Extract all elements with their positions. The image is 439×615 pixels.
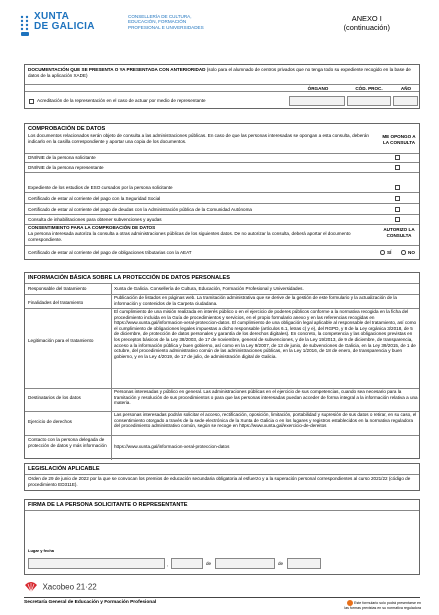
- anexo-heading: [344, 14, 390, 32]
- cod-proc-field[interactable]: [347, 96, 391, 106]
- anexo-subtitle: (continuación): [343, 23, 390, 32]
- oppose-checkbox[interactable]: [395, 217, 400, 222]
- consellaria-line: CONSELLERÍA DE CULTURA,: [128, 14, 192, 19]
- privacy-label: Responsable del tratamiento: [28, 286, 87, 291]
- consent-title: CONSENTIMIENTO PARA LA COMPROBACIÓN DE DATOS: [28, 225, 156, 230]
- xunta-logo: [18, 12, 118, 44]
- consent-item: Certificado de estar al corriente del pago de obligaciones tributarias con la AEAT: [28, 250, 192, 255]
- authorize-no-radio[interactable]: [401, 250, 406, 255]
- place-date-label: Lugar y fecha: [28, 548, 55, 553]
- consent-text: La persona interesada autoriza la consulta a otras administraciones públicas de los siguientes datos. De no autorizar la consulta, deberá aportar el documento correspondiente.: [28, 231, 351, 242]
- check-item: Certificado de estar al corriente del pago de deudas con la Administración pública de la Comunidad Autónoma: [28, 207, 252, 212]
- anexo-title: ANEXO I: [351, 14, 382, 23]
- organo-field[interactable]: [289, 96, 345, 106]
- representation-label: Acreditación de la representación en el caso de actuar por medio de representante: [37, 98, 206, 103]
- divider: [25, 172, 419, 173]
- check-item: DNI/NIE de la persona representante: [28, 165, 104, 170]
- oppose-checkbox[interactable]: [395, 155, 400, 160]
- footer-secretaria: Secretaría General de Educación y Formación Profesional: [24, 600, 157, 605]
- privacy-title: INFORMACIÓN BÁSICA SOBRE LA PROTECCIÓN DE DATOS PERSONALES: [28, 275, 231, 281]
- authorize-yes-radio[interactable]: [380, 250, 385, 255]
- documentation-note: (solo para el alumnado de centros privados que no tenga todo su expediente recogido en la base de datos de la aplicación XADE): [28, 67, 411, 78]
- divider: [25, 214, 419, 215]
- data-check-title: COMPROBACIÓN DE DATOS: [28, 126, 106, 132]
- column-divider: [111, 283, 112, 460]
- check-item: Certificado de estar al corriente del pago con la Seguridad Social: [28, 196, 161, 201]
- privacy-section: [24, 272, 420, 459]
- representation-checkbox[interactable]: [29, 99, 34, 104]
- documentation-header: [25, 65, 419, 83]
- oppose-checkbox[interactable]: [395, 185, 400, 190]
- legislation-text: Orden de 29 de junio de 2022 por la que se convocan los premios de educación secundaria obligatoria al esfuerzo y a la superación personal correspondientes al curso 2021/22 (código de procedimiento ED311E).: [28, 476, 411, 487]
- xacobeo-text: Xacobeo 21·22: [42, 582, 97, 592]
- privacy-text: Las personas interesadas podrán solicitar el acceso, rectificación, oposición, limitación, portabilidad y supresión de sus datos o retirar, en su caso, el consentimiento otorgado a través de la sede electrónica de la Xunta de Galicia o en los lugares y registros establecidos en la normativa reguladora del procedimiento administrativo común, según se recoge en https://www.xunta.gal/exercicio-de-dereitos: [114, 412, 417, 429]
- data-check-section: [24, 123, 420, 260]
- comma-separator: ,: [167, 562, 169, 567]
- xacobeo-shell-icon: [24, 581, 38, 593]
- divider: [25, 153, 419, 154]
- de-label: de: [206, 561, 212, 566]
- divider: [25, 283, 419, 284]
- documentation-row: [25, 93, 419, 109]
- yes-label: SÍ: [387, 250, 392, 255]
- oppose-header: ME OPONGO A LA CONSULTA: [382, 134, 416, 145]
- divider: [25, 203, 419, 204]
- oppose-checkbox[interactable]: [395, 207, 400, 212]
- consellaria-line: PROFESIONAL E UNIVERSIDADES: [128, 24, 204, 30]
- consellaria-name: [128, 14, 238, 30]
- signature-title: FIRMA DE LA PERSONA SOLICITANTE O REPRESENTANTE: [28, 502, 188, 508]
- privacy-label: Finalidades del tratamiento: [28, 300, 84, 305]
- xunta-emblem-icon: [18, 14, 32, 38]
- privacy-text: El cumplimiento de una misión realizada en interés público o en el ejercicio de poderes públicos conforme a la normativa recogida en la ficha del procedimiento incluida en la Guía de procedimientos y servicios, en el propio formulario anexo y en las referencias recogidas en https://www.xunta.gal/informacion-xeral-proteccion-datos. El cumplimiento de una obligación legal aplicable al responsable del tratamiento, así como el cumplimiento de obligaciones legales impuestas a dicho responsable (artículos 6.1, letras c) y e), del RGPD, y 8 de la Ley orgánica 3/2018, de 5 de diciembre, de protección de datos personales y garantía de los derechos digitales). En concreto, la competencia y las obligaciones previstas en los preceptos básicos de la Ley 38/2003, de 17 de noviembre, general de subvenciones, y de la Ley 19/2013, de 9 de diciembre, de transparencia, acceso a la información pública y buen gobierno, así como en la Ley 9/2007, de 13 de junio, de subvenciones de Galicia, en la Ley 39/2015, de 1 de octubre, del procedimiento administrativo común de las administraciones públicas, en la Ley 1/2016, de 18 de enero, de transparencia y buen gobierno, y en la Ley 4/2019, de 17 de julio, de administración digital de Galicia.: [114, 309, 417, 359]
- year-field[interactable]: [287, 558, 321, 569]
- divider: [25, 245, 419, 246]
- column-cod-proc: CÓD. PROC.: [355, 86, 383, 91]
- legislation-title: LEGISLACIÓN APLICABLE: [28, 466, 100, 472]
- xacobeo-logo: [24, 578, 97, 596]
- no-label: NO: [408, 250, 415, 255]
- check-item: Consulta de inhabilitaciones para obtener subvenciones y ayudas: [28, 217, 162, 222]
- footer-divider: [24, 597, 420, 598]
- page-header: [18, 12, 428, 46]
- consellaria-line: EDUCACIÓN, FORMACIÓN: [128, 19, 187, 25]
- place-field[interactable]: [28, 558, 165, 569]
- brand-line2: DE GALICIA: [34, 21, 95, 32]
- divider: [25, 474, 419, 475]
- column-ano: AÑO: [400, 86, 412, 91]
- privacy-text: Xunta de Galicia. Consellería de Cultura, Educación, Formación Profesional y Universidades.: [114, 286, 304, 291]
- check-item: DNI/NIE de la persona solicitante: [28, 155, 96, 160]
- day-field[interactable]: [171, 558, 203, 569]
- documentation-title: DOCUMENTACIÓN QUE SE PRESENTA O YA PRESENTADA CON ANTERIORIDAD: [28, 67, 206, 72]
- authorize-header: AUTORIZO LA CONSULTA: [383, 227, 415, 238]
- de-label: de: [278, 561, 284, 566]
- divider: [25, 510, 419, 511]
- privacy-label: Destinatarios de los datos: [28, 395, 81, 400]
- legislation-section: [24, 463, 420, 491]
- privacy-text: https://www.xunta.gal/informacion-xeral-proteccion-datos: [114, 444, 230, 449]
- documentation-section: [24, 64, 420, 109]
- privacy-text: Personas interesadas y público en general. Las administraciones públicas en el ejercicio de sus competencias, cuando sea necesario para la tramitación y resolución de sus procedimientos o para que las personas interesadas puedan acceder de forma integral a la información relativa a una materia.: [114, 389, 418, 406]
- documentation-columns: [25, 84, 419, 92]
- divider: [25, 162, 419, 163]
- oppose-checkbox[interactable]: [395, 196, 400, 201]
- data-check-intro: Los documentos relacionados serán objeto de consulta a las administraciones públicas. En caso de que las personas interesadas se opongan a esta consulta, deberán indicarlo en la casilla correspondiente y aportar una copia de los documentos.: [28, 133, 369, 144]
- month-field[interactable]: [215, 558, 275, 569]
- footer-notice-line2: las formas previstas en su normativa reguladora: [344, 606, 421, 610]
- oppose-checkbox[interactable]: [395, 165, 400, 170]
- column-organo: ÓRGANO: [307, 86, 329, 91]
- footer-notice: [281, 600, 421, 610]
- check-item: Expediente de los estudios de ESO cursados por la persona solicitante: [28, 185, 173, 190]
- divider: [25, 192, 419, 193]
- ano-field[interactable]: [393, 96, 418, 106]
- brand-line1: XUNTA: [34, 11, 70, 22]
- signature-section: [24, 499, 420, 575]
- privacy-label: Legitimación para el tratamiento: [28, 338, 94, 343]
- privacy-label: Contacto con la persona delegada de protección de datos y más información: [28, 437, 107, 448]
- privacy-text: Publicación de listados en páginas web. La tramitación administrativa que se derive de la gestión de este formulario y la actualización de la información y contenidos de la Carpeta ciudadana.: [114, 295, 397, 306]
- privacy-label: Ejercicio de derechos: [28, 419, 72, 424]
- divider: [25, 435, 419, 436]
- footer-notice-line1: Este formulario solo podrá presentarse en: [354, 600, 421, 605]
